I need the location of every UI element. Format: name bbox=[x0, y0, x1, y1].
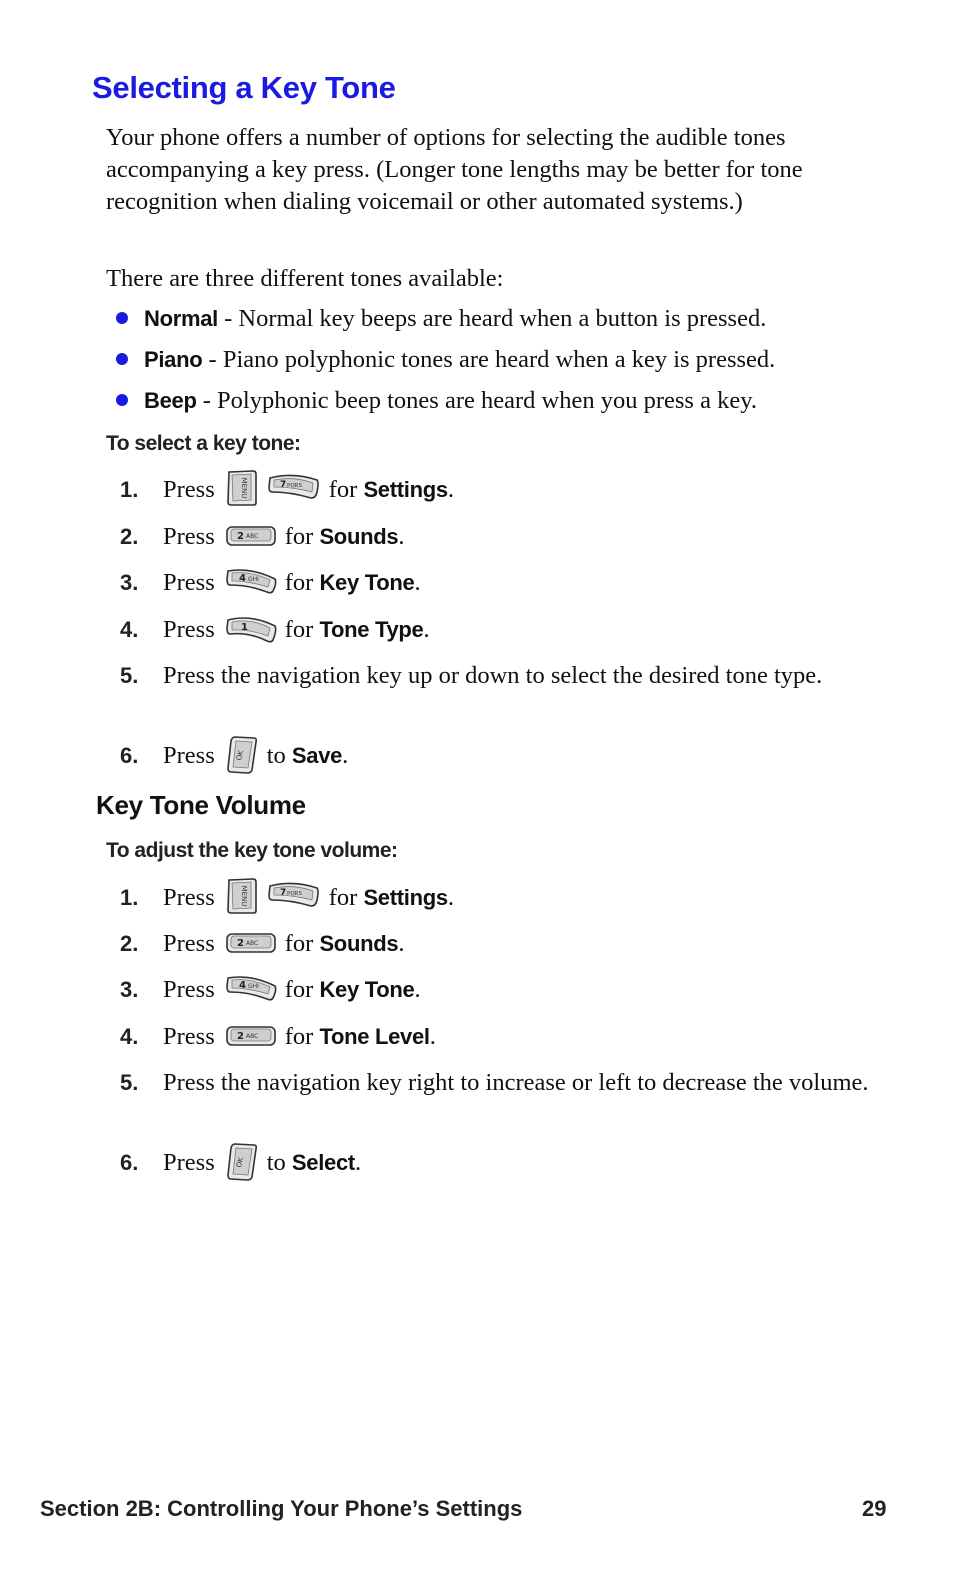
tone-name: Normal bbox=[144, 306, 218, 331]
step-number: 1. bbox=[120, 885, 139, 910]
1-key-icon bbox=[225, 612, 277, 644]
step-connector: for bbox=[328, 884, 364, 911]
step-text bbox=[163, 739, 880, 773]
step-punctuation: . bbox=[423, 616, 430, 643]
step-punctuation: . bbox=[414, 569, 421, 596]
svg-text:MENU: MENU bbox=[239, 885, 248, 907]
step-connector: to bbox=[266, 1149, 292, 1176]
tone-desc: - Normal key beeps are heard when a button is pressed. bbox=[218, 305, 767, 332]
7pqrs-key-icon bbox=[267, 880, 321, 912]
svg-text:OK: OK bbox=[234, 1156, 245, 1169]
step-number: 1. bbox=[120, 477, 139, 502]
step-connector: for bbox=[284, 523, 320, 550]
step-text bbox=[163, 1020, 880, 1054]
svg-text:2: 2 bbox=[236, 1031, 244, 1042]
7pqrs-key-icon bbox=[267, 472, 321, 504]
tones-intro: There are three different tones available: bbox=[106, 265, 504, 292]
step-menu-label: Select bbox=[291, 1150, 355, 1175]
step-text bbox=[163, 613, 880, 647]
tone-desc: - Piano polyphonic tones are heard when a key is pressed. bbox=[202, 346, 776, 373]
ok-key-icon bbox=[225, 1142, 259, 1182]
step-item bbox=[120, 973, 880, 1013]
step-text bbox=[163, 881, 880, 915]
step-text: Press the navigation key right to increase or left to decrease the volume. bbox=[163, 1069, 869, 1096]
volume-heading: Key Tone Volume bbox=[96, 790, 306, 820]
step-menu-label: Save bbox=[291, 743, 343, 768]
4ghi-key-icon bbox=[225, 972, 277, 1004]
step-press-word: Press bbox=[163, 976, 215, 1003]
step-text bbox=[163, 566, 880, 600]
step-item bbox=[120, 613, 880, 653]
step-press-word: Press bbox=[163, 742, 215, 769]
step-menu-label: Tone Type bbox=[319, 617, 424, 642]
step-number: 3. bbox=[120, 977, 139, 1002]
step-text: Press the navigation key up or down to select the desired tone type. bbox=[163, 662, 823, 689]
menu-key-icon bbox=[225, 469, 259, 507]
step-punctuation: . bbox=[447, 884, 454, 911]
step-press-word: Press bbox=[163, 616, 215, 643]
adjust-heading: To adjust the key tone volume: bbox=[106, 839, 398, 862]
svg-text:MENU: MENU bbox=[239, 477, 248, 499]
step-menu-label: Sounds bbox=[319, 931, 399, 956]
tone-item-piano bbox=[116, 343, 916, 384]
step-item bbox=[120, 1020, 880, 1060]
intro-paragraph: Your phone offers a number of options for selecting the audible tones accompanying a key press. (Longer tone lengths may be better for tone recognition when dialing voicemail or other automated systems.) bbox=[106, 124, 803, 215]
svg-text:2: 2 bbox=[236, 531, 244, 542]
svg-text:ABC: ABC bbox=[245, 1033, 259, 1040]
step-number: 4. bbox=[120, 1024, 139, 1049]
bullet-icon bbox=[116, 394, 128, 406]
step-punctuation: . bbox=[447, 476, 454, 503]
svg-text:1: 1 bbox=[240, 622, 248, 633]
step-punctuation: . bbox=[414, 976, 421, 1003]
step-text bbox=[163, 973, 880, 1007]
step-connector: to bbox=[266, 742, 292, 769]
bullet-icon bbox=[116, 312, 128, 324]
step-press-word: Press bbox=[163, 1023, 215, 1050]
tone-name: Piano bbox=[144, 347, 203, 372]
bullet-icon bbox=[116, 353, 128, 365]
step-item bbox=[120, 881, 880, 921]
page-number: 29 bbox=[862, 1496, 887, 1521]
svg-text:4: 4 bbox=[238, 980, 246, 991]
step-punctuation: . bbox=[354, 1149, 362, 1176]
svg-text:ABC: ABC bbox=[245, 940, 259, 947]
step-number: 4. bbox=[120, 617, 139, 642]
step-number: 2. bbox=[120, 524, 139, 549]
step-connector: for bbox=[284, 930, 320, 957]
step-text bbox=[163, 473, 880, 507]
step-press-word: Press bbox=[163, 1149, 215, 1176]
svg-text:PQRS: PQRS bbox=[286, 891, 302, 897]
2abc-key-icon bbox=[225, 1021, 277, 1049]
step-punctuation: . bbox=[398, 930, 405, 957]
2abc-key-icon bbox=[225, 928, 277, 956]
svg-text:GHI: GHI bbox=[247, 983, 259, 990]
step-number: 2. bbox=[120, 931, 139, 956]
step-menu-label: Settings bbox=[363, 885, 448, 910]
step-menu-label: Tone Level bbox=[319, 1024, 430, 1049]
step-connector: for bbox=[284, 1023, 320, 1050]
step-number: 5. bbox=[120, 663, 139, 688]
step-number: 5. bbox=[120, 1070, 139, 1095]
step-item bbox=[120, 1066, 880, 1106]
step-menu-label: Sounds bbox=[319, 524, 399, 549]
step-item bbox=[120, 1146, 880, 1186]
step-number: 3. bbox=[120, 570, 139, 595]
step-punctuation: . bbox=[429, 1023, 436, 1050]
step-connector: for bbox=[328, 476, 364, 503]
step-press-word: Press bbox=[163, 523, 215, 550]
step-item bbox=[120, 659, 880, 699]
4ghi-key-icon bbox=[225, 565, 277, 597]
step-press-word: Press bbox=[163, 930, 215, 957]
svg-text:PQRS: PQRS bbox=[286, 483, 302, 489]
2abc-key-icon bbox=[225, 521, 277, 549]
step-number: 6. bbox=[120, 1150, 139, 1175]
step-item bbox=[120, 739, 880, 779]
select-heading: To select a key tone: bbox=[106, 432, 301, 455]
step-number: 6. bbox=[120, 743, 139, 768]
step-text bbox=[163, 927, 880, 961]
step-text bbox=[163, 520, 880, 554]
step-item bbox=[120, 927, 880, 967]
menu-key-icon bbox=[225, 877, 259, 915]
svg-text:2: 2 bbox=[236, 938, 244, 949]
ok-key-icon bbox=[225, 735, 259, 775]
step-punctuation: . bbox=[342, 742, 349, 769]
step-menu-label: Key Tone bbox=[319, 977, 415, 1002]
svg-text:ABC: ABC bbox=[245, 533, 259, 540]
tone-list bbox=[116, 302, 916, 425]
step-item bbox=[120, 473, 880, 513]
step-menu-label: Key Tone bbox=[319, 570, 415, 595]
step-text bbox=[163, 1146, 880, 1180]
step-press-word: Press bbox=[163, 884, 215, 911]
tone-name: Beep bbox=[144, 388, 197, 413]
step-item bbox=[120, 566, 880, 606]
page-title: Selecting a Key Tone bbox=[92, 70, 396, 105]
svg-text:GHI: GHI bbox=[247, 576, 259, 583]
step-connector: for bbox=[284, 616, 320, 643]
svg-text:7: 7 bbox=[279, 888, 286, 898]
step-press-word: Press bbox=[163, 476, 215, 503]
footer-section: Section 2B: Controlling Your Phone’s Settings bbox=[40, 1496, 523, 1521]
svg-text:4: 4 bbox=[238, 573, 246, 584]
svg-text:7: 7 bbox=[279, 480, 286, 490]
step-punctuation: . bbox=[398, 523, 405, 550]
step-press-word: Press bbox=[163, 569, 215, 596]
step-connector: for bbox=[284, 976, 320, 1003]
svg-text:OK: OK bbox=[234, 749, 245, 762]
tone-item-normal bbox=[116, 302, 916, 343]
tone-item-beep bbox=[116, 384, 916, 425]
step-item bbox=[120, 520, 880, 560]
tone-desc: - Polyphonic beep tones are heard when you press a key. bbox=[196, 387, 757, 414]
step-menu-label: Settings bbox=[363, 477, 448, 502]
step-connector: for bbox=[284, 569, 320, 596]
